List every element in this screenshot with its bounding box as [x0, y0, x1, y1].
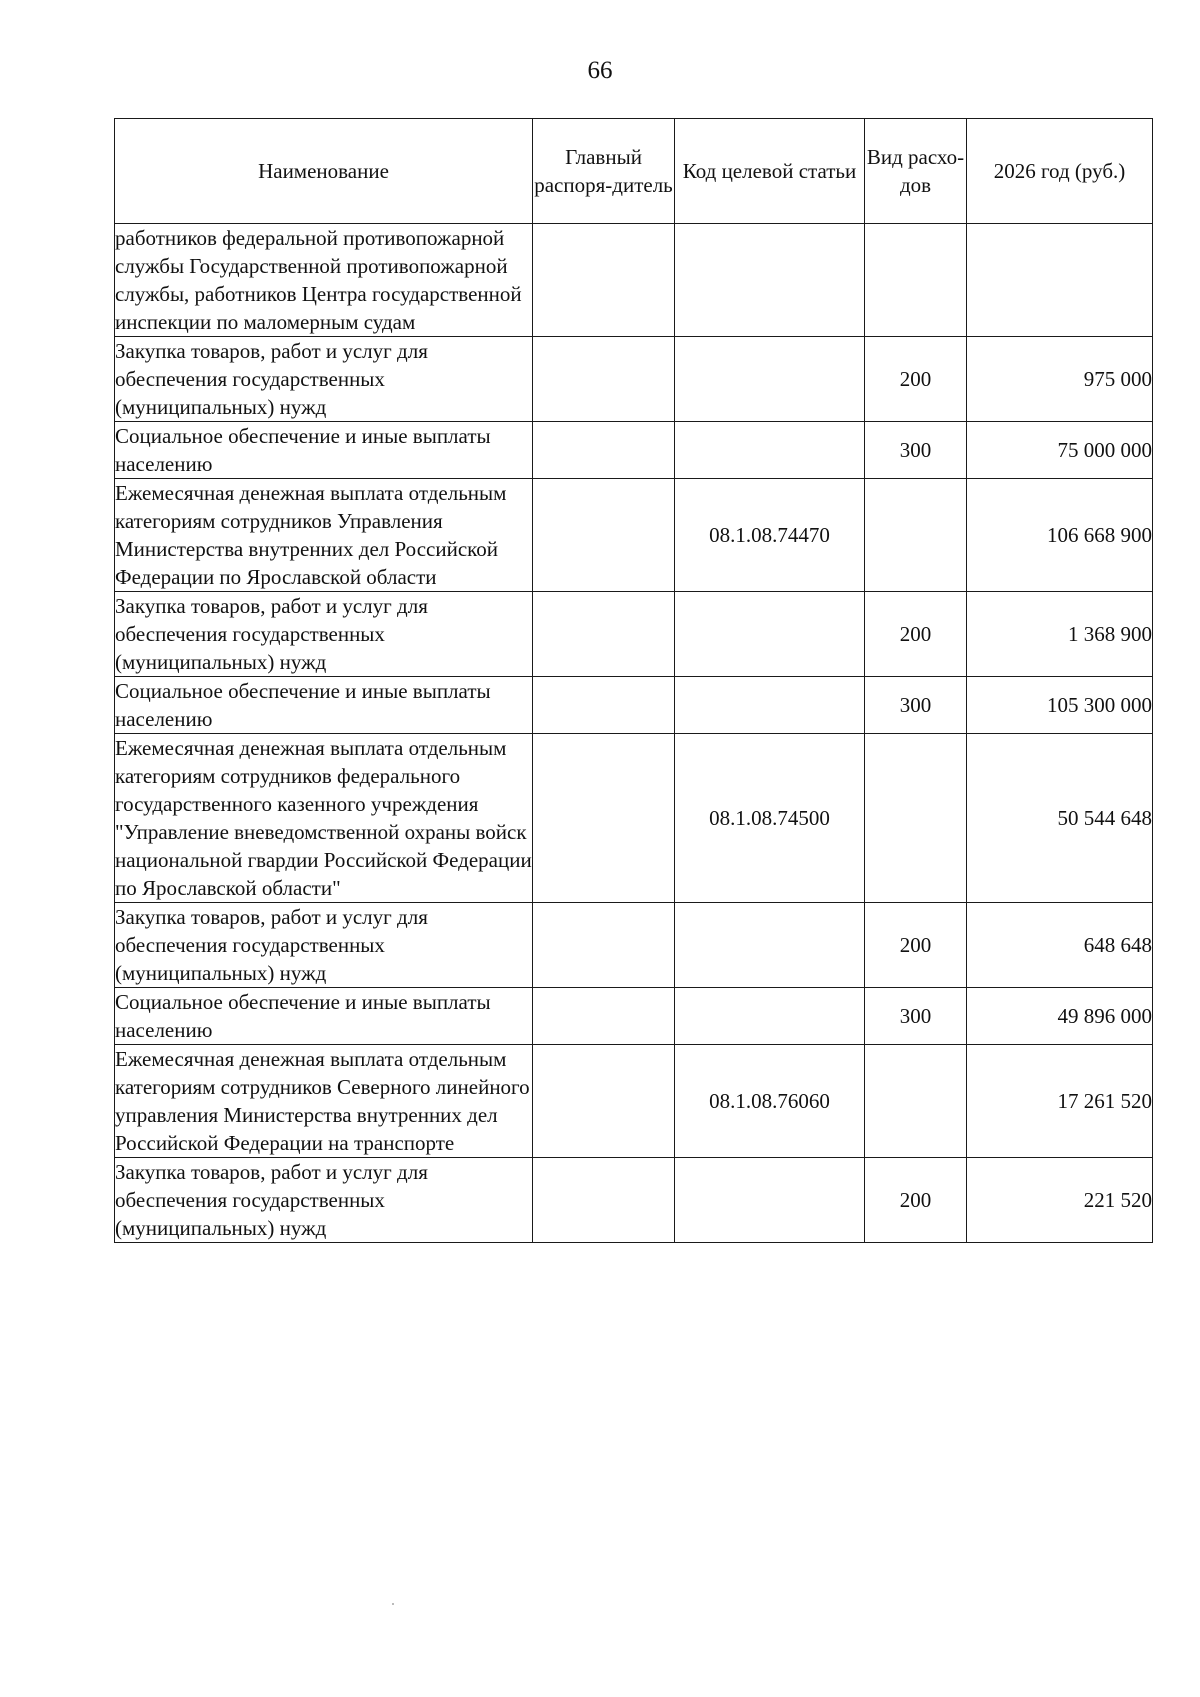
table-row: [115, 903, 1153, 988]
cell-type: 200: [865, 337, 967, 422]
header-code: Код целевой статьи: [675, 119, 865, 224]
cell-code: [675, 592, 865, 677]
table-row: [115, 1158, 1153, 1243]
cell-name: Ежемесячная денежная выплата отдельным категориям сотрудников Северного линейного управления Министерства внутренних дел Российской Федерации на транспорте: [115, 1045, 533, 1158]
cell-code: [675, 422, 865, 479]
cell-type: 200: [865, 903, 967, 988]
scan-speck: [392, 1603, 394, 1605]
cell-amount: 50 544 648: [967, 734, 1153, 903]
table-row: [115, 734, 1153, 903]
cell-name: Ежемесячная денежная выплата отдельным категориям сотрудников Управления Министерства внутренних дел Российской Федерации по Ярославской области: [115, 479, 533, 592]
cell-type: [865, 479, 967, 592]
cell-name: Закупка товаров, работ и услуг для обеспечения государственных (муниципальных) нужд: [115, 1158, 533, 1243]
cell-name: работников федеральной противопожарной службы Государственной противопожарной службы, работников Центра государственной инспекции по маломерным судам: [115, 224, 533, 337]
cell-type: [865, 224, 967, 337]
cell-admin: [533, 1158, 675, 1243]
cell-code: [675, 1158, 865, 1243]
cell-admin: [533, 677, 675, 734]
cell-code: [675, 224, 865, 337]
table-row: [115, 224, 1153, 337]
cell-code: 08.1.08.74500: [675, 734, 865, 903]
table-header: [115, 119, 1153, 224]
cell-amount: 975 000: [967, 337, 1153, 422]
cell-type: 300: [865, 677, 967, 734]
page-number: 66: [587, 57, 613, 84]
cell-admin: [533, 734, 675, 903]
cell-amount: 221 520: [967, 1158, 1153, 1243]
cell-amount: 1 368 900: [967, 592, 1153, 677]
cell-name: Закупка товаров, работ и услуг для обеспечения государственных (муниципальных) нужд: [115, 337, 533, 422]
budget-table: [114, 118, 1153, 1243]
cell-type: 200: [865, 592, 967, 677]
cell-admin: [533, 903, 675, 988]
cell-admin: [533, 988, 675, 1045]
cell-admin: [533, 1045, 675, 1158]
cell-admin: [533, 592, 675, 677]
header-row: [115, 119, 1153, 224]
cell-amount: [967, 224, 1153, 337]
cell-code: [675, 903, 865, 988]
cell-code: 08.1.08.74470: [675, 479, 865, 592]
cell-code: [675, 677, 865, 734]
cell-name: Социальное обеспечение и иные выплаты населению: [115, 422, 533, 479]
table-row: [115, 479, 1153, 592]
cell-admin: [533, 224, 675, 337]
cell-amount: 75 000 000: [967, 422, 1153, 479]
cell-amount: 105 300 000: [967, 677, 1153, 734]
table-body: [115, 224, 1153, 1243]
cell-amount: 106 668 900: [967, 479, 1153, 592]
table-row: [115, 422, 1153, 479]
cell-code: [675, 988, 865, 1045]
table-row: [115, 988, 1153, 1045]
table-row: [115, 677, 1153, 734]
cell-type: 300: [865, 422, 967, 479]
cell-admin: [533, 337, 675, 422]
cell-admin: [533, 479, 675, 592]
header-admin: Главный распоря-дитель: [533, 119, 675, 224]
table-row: [115, 337, 1153, 422]
cell-name: Закупка товаров, работ и услуг для обеспечения государственных (муниципальных) нужд: [115, 903, 533, 988]
cell-code: 08.1.08.76060: [675, 1045, 865, 1158]
cell-code: [675, 337, 865, 422]
cell-type: [865, 1045, 967, 1158]
header-type: Вид расхо-дов: [865, 119, 967, 224]
cell-name: Ежемесячная денежная выплата отдельным категориям сотрудников федерального государственного казенного учреждения "Управление вневедомственной охраны войск национальной гвардии Российской Федерации по Ярославской области": [115, 734, 533, 903]
cell-name: Социальное обеспечение и иные выплаты населению: [115, 677, 533, 734]
table-row: [115, 1045, 1153, 1158]
cell-admin: [533, 422, 675, 479]
table-row: [115, 592, 1153, 677]
cell-type: [865, 734, 967, 903]
cell-type: 200: [865, 1158, 967, 1243]
header-name: Наименование: [115, 119, 533, 224]
cell-name: Закупка товаров, работ и услуг для обеспечения государственных (муниципальных) нужд: [115, 592, 533, 677]
cell-amount: 648 648: [967, 903, 1153, 988]
header-amount: 2026 год (руб.): [967, 119, 1153, 224]
cell-type: 300: [865, 988, 967, 1045]
cell-name: Социальное обеспечение и иные выплаты населению: [115, 988, 533, 1045]
cell-amount: 49 896 000: [967, 988, 1153, 1045]
cell-amount: 17 261 520: [967, 1045, 1153, 1158]
